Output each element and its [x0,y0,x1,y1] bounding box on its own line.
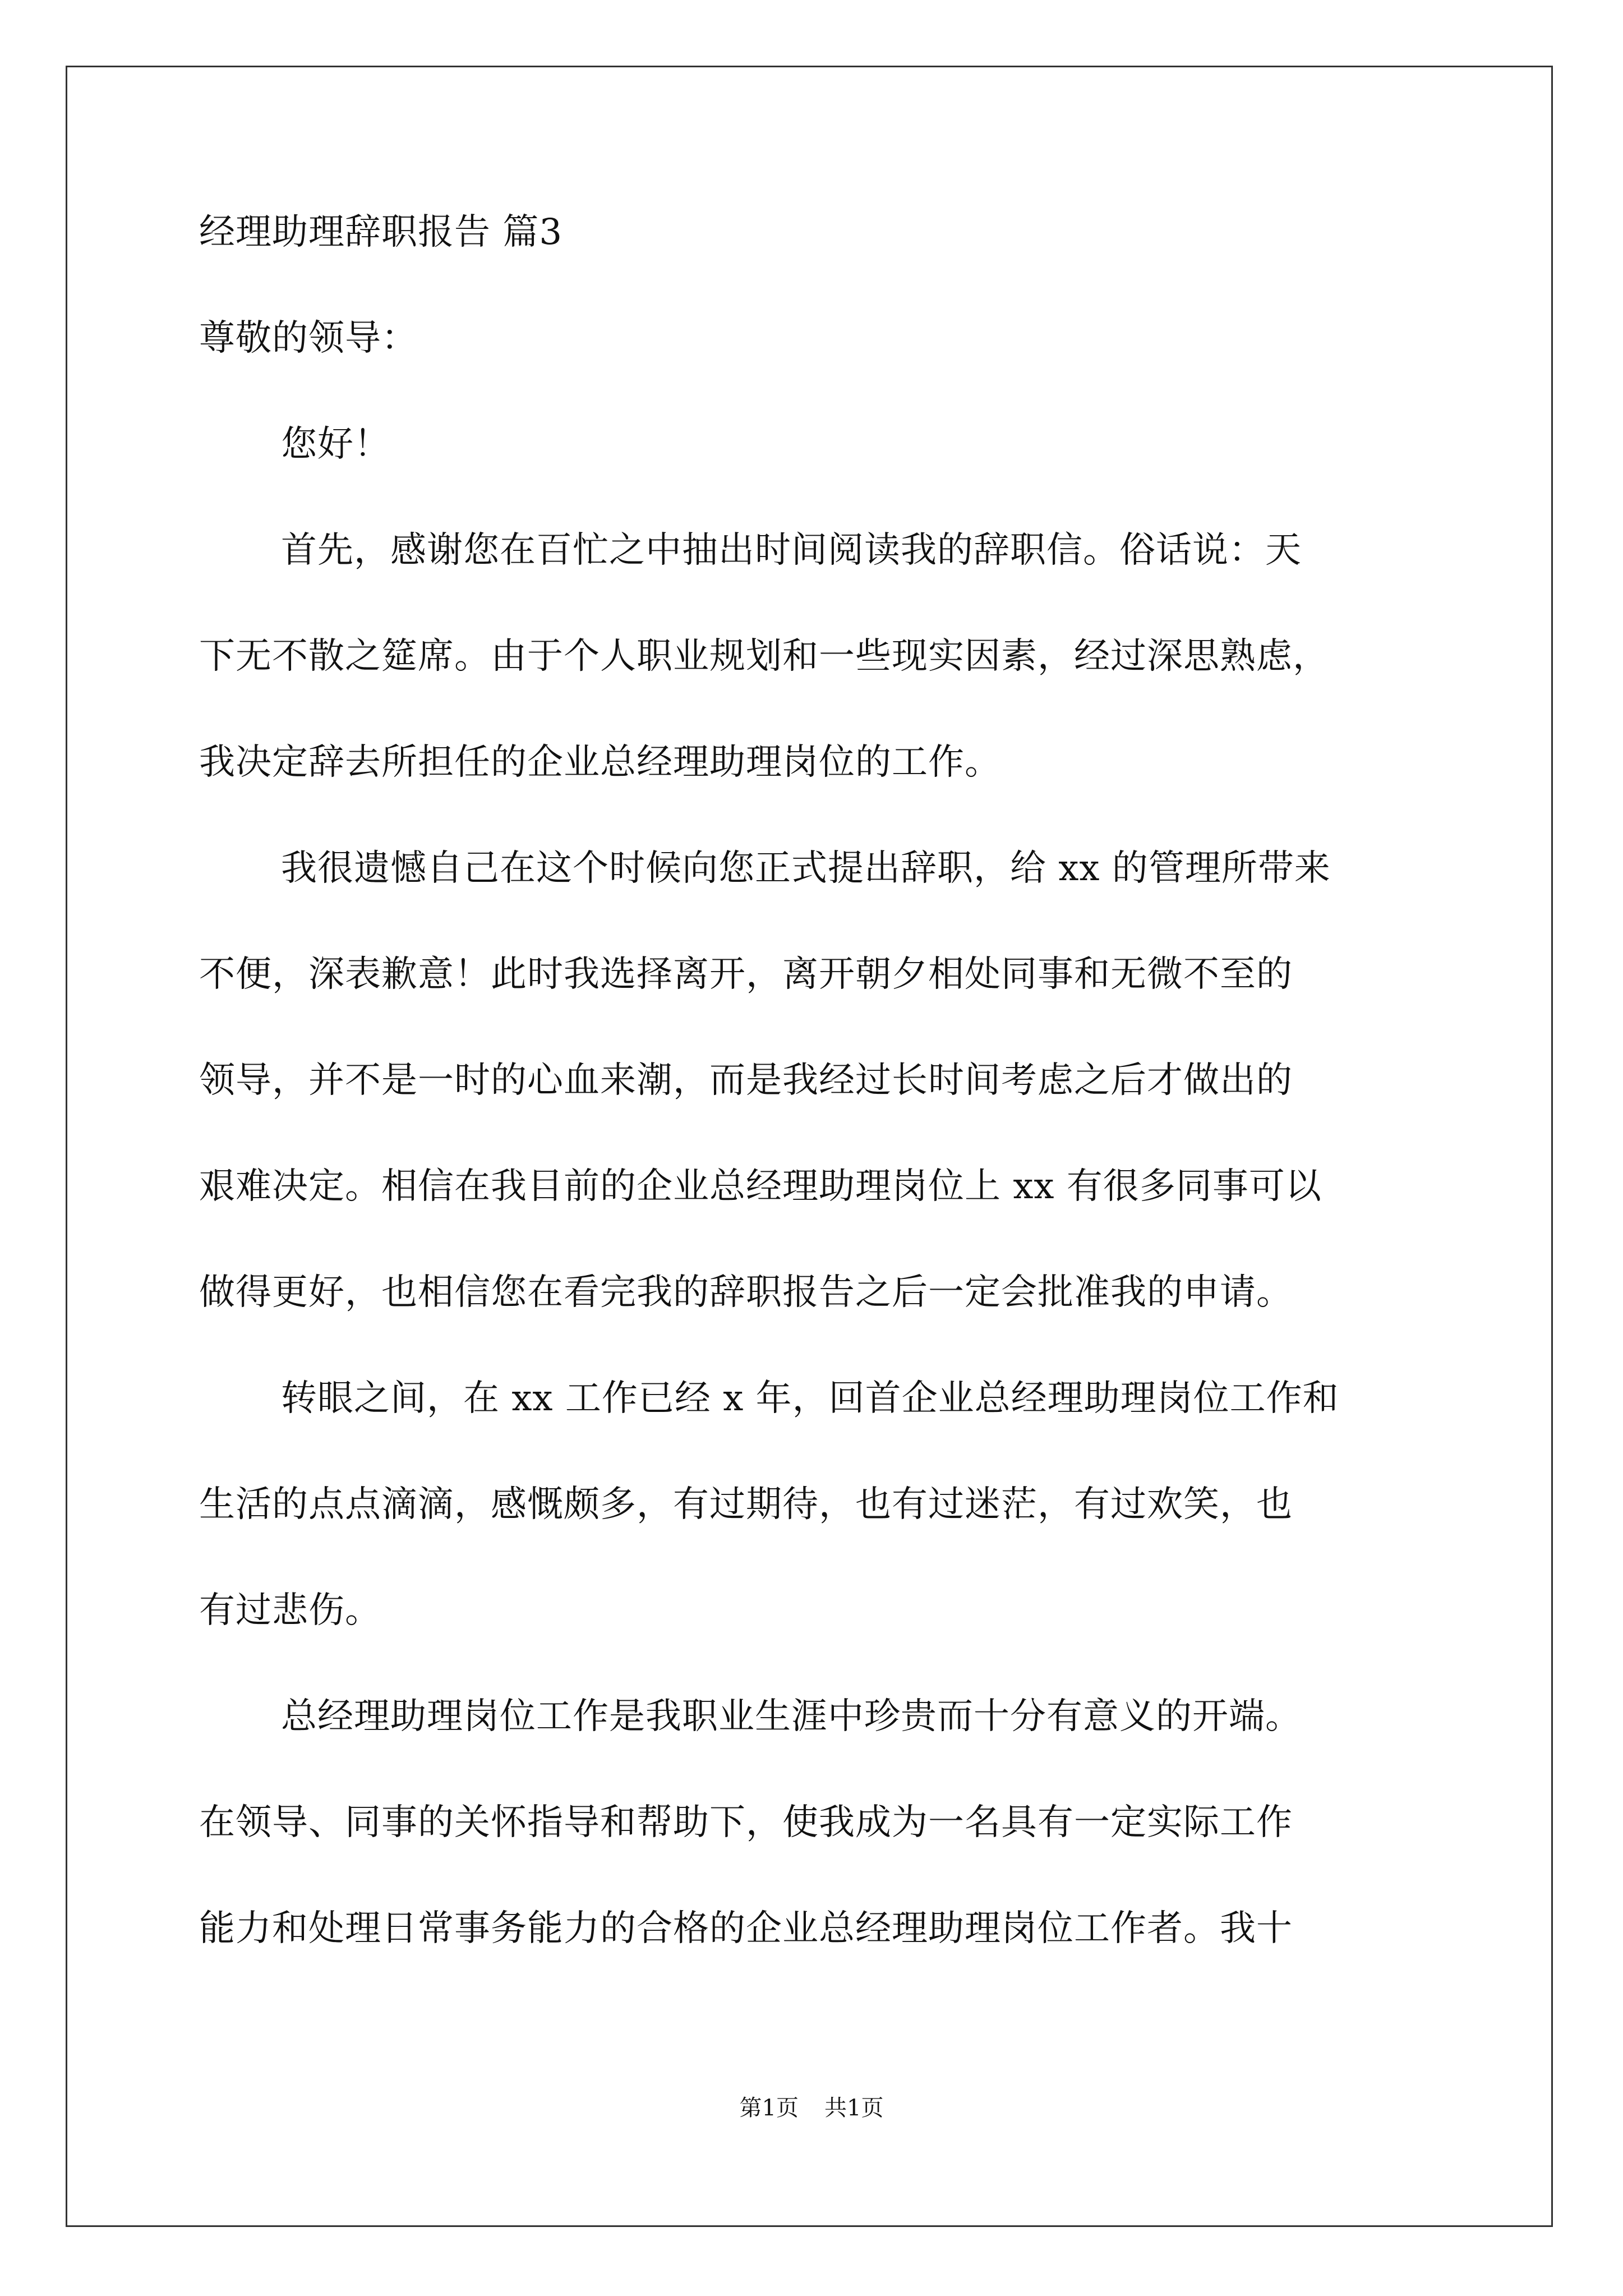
salutation: 尊敬的领导： [199,318,418,359]
paragraph-line: 艰难决定。相信在我目前的企业总经理助理岗位上 xx 有很多同事可以 [199,1166,1322,1207]
paragraph-line: 在领导、同事的关怀指导和帮助下，使我成为一名具有一定实际工作 [199,1802,1293,1843]
paragraph-line: 我很遗憾自己在这个时候向您正式提出辞职，给 xx 的管理所带来 [281,848,1331,889]
paragraph-line: 转眼之间，在 xx 工作已经 x 年，回首企业总经理助理岗位工作和 [281,1378,1339,1419]
paragraph-line: 能力和处理日常事务能力的合格的企业总经理助理岗位工作者。我十 [199,1908,1293,1949]
paragraph-line: 我决定辞去所担任的企业总经理助理岗位的工作。 [199,742,1001,783]
paragraph-line: 有过悲伤。 [199,1590,381,1631]
paragraph-line: 下无不散之筵席。由于个人职业规划和一些现实因素，经过深思熟虑， [199,636,1329,677]
paragraph-line: 不便，深表歉意！此时我选择离开，离开朝夕相处同事和无微不至的 [199,954,1293,995]
paragraph-line: 总经理助理岗位工作是我职业生涯中珍贵而十分有意义的开端。 [281,1696,1302,1737]
paragraph-line: 生活的点点滴滴，感慨颇多，有过期待，也有过迷茫，有过欢笑，也 [199,1484,1293,1525]
page-footer [0,2092,1623,2124]
greeting: 您好！ [281,424,390,465]
document-body [199,180,1450,1982]
page-number: 第1页 [739,2095,799,2121]
paragraph-line: 领导，并不是一时的心血来潮，而是我经过长时间考虑之后才做出的 [199,1060,1293,1101]
paragraph-line: 做得更好，也相信您在看完我的辞职报告之后一定会批准我的申请。 [199,1272,1293,1313]
paragraph-line: 首先，感谢您在百忙之中抽出时间阅读我的辞职信。俗话说：天 [281,530,1302,571]
document-title: 经理助理辞职报告 篇3 [199,211,563,253]
page-total: 共1页 [824,2095,884,2121]
